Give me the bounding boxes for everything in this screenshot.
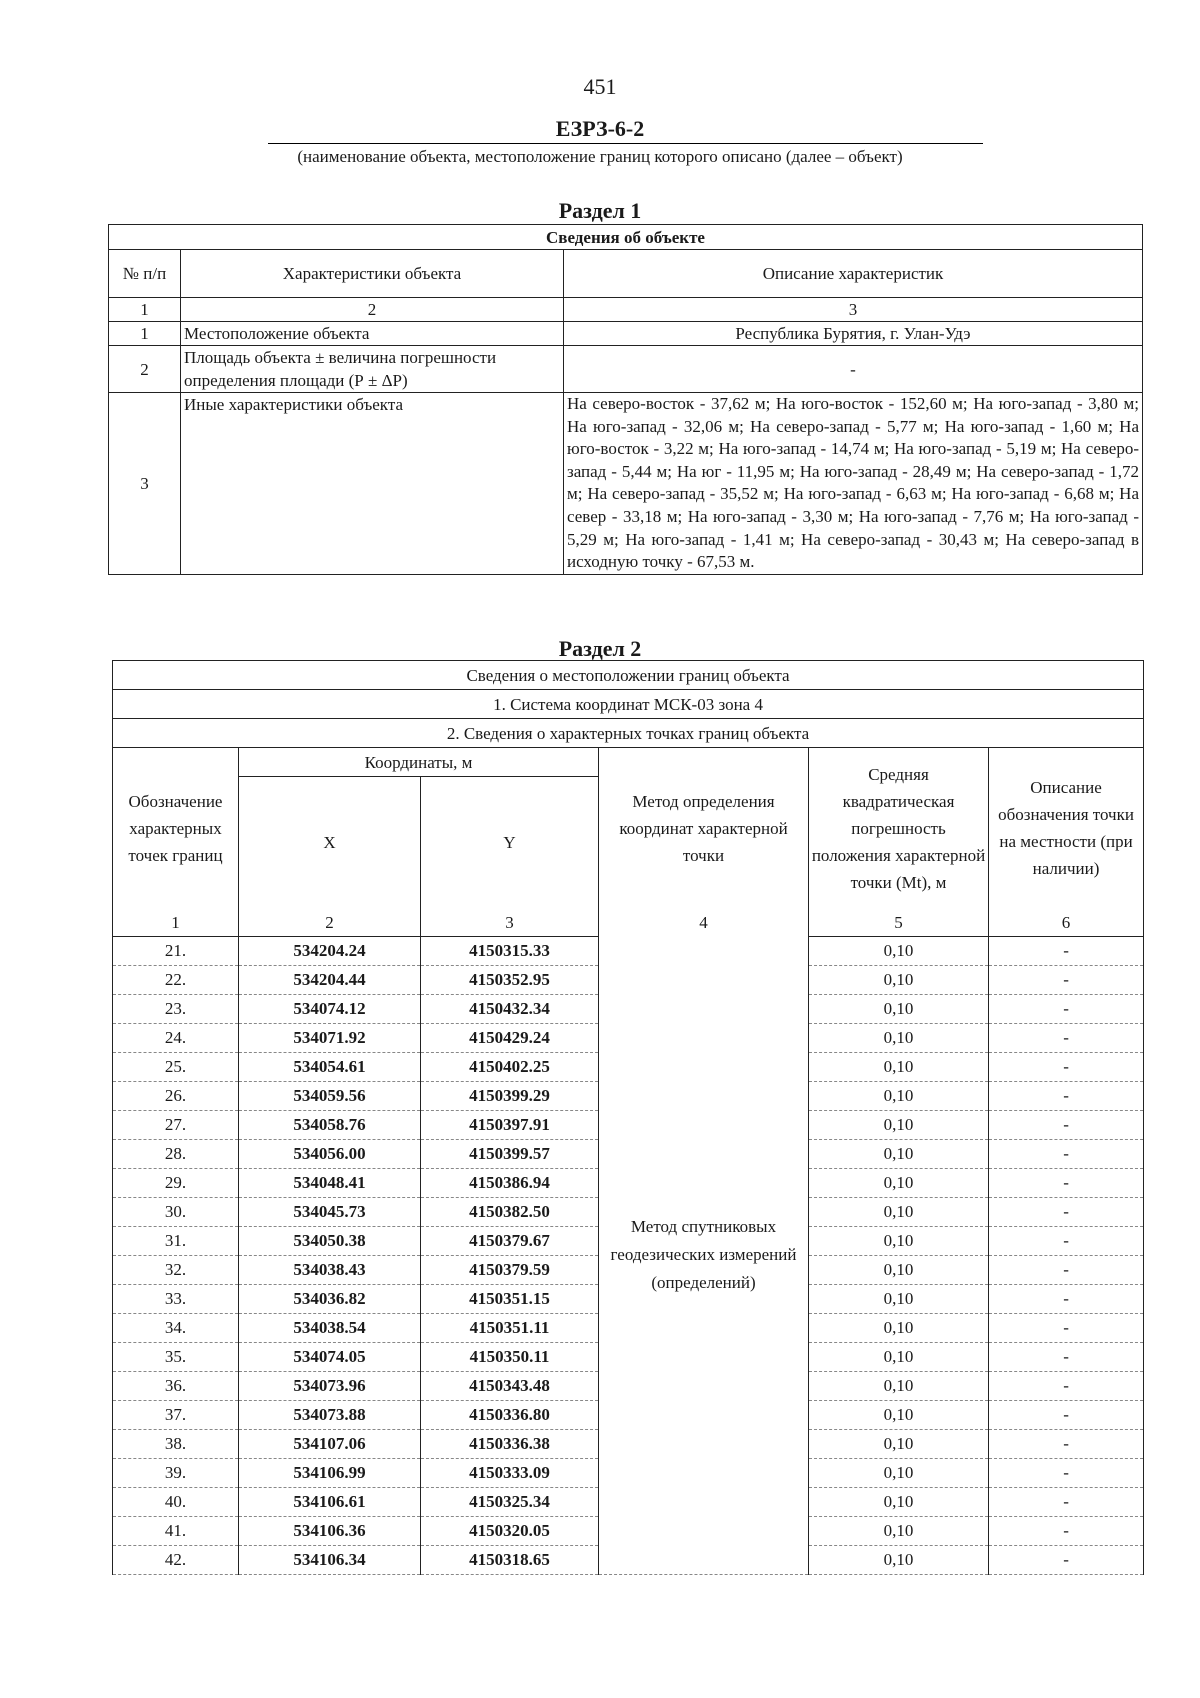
point-accuracy: 0,10 [809, 1169, 989, 1198]
method-cell: Метод спутниковых геодезических измерений (определений) [599, 937, 809, 1575]
point-description: - [989, 1430, 1144, 1459]
point-description: - [989, 1111, 1144, 1140]
point-accuracy: 0,10 [809, 1198, 989, 1227]
point-x: 534074.05 [239, 1343, 421, 1372]
point-description: - [989, 1082, 1144, 1111]
boundary-points-table [112, 660, 1144, 1575]
point-description: - [989, 1459, 1144, 1488]
point-y: 4150386.94 [421, 1169, 599, 1198]
point-y: 4150379.59 [421, 1256, 599, 1285]
point-x: 534038.54 [239, 1314, 421, 1343]
point-y: 4150333.09 [421, 1459, 599, 1488]
point-description: - [989, 1517, 1144, 1546]
point-y: 4150382.50 [421, 1198, 599, 1227]
row-name: Площадь объекта ± величина погрешности определения площади (Р ± ΔР) [181, 346, 564, 393]
row-number: 1 [109, 322, 181, 346]
object-info-table [108, 224, 1143, 575]
point-x: 534059.56 [239, 1082, 421, 1111]
point-y: 4150343.48 [421, 1372, 599, 1401]
point-x: 534073.96 [239, 1372, 421, 1401]
point-y: 4150351.11 [421, 1314, 599, 1343]
point-y: 4150336.38 [421, 1430, 599, 1459]
header-accuracy: Средняя квадратическая погрешность положения характерной точки (Mt), м [809, 748, 989, 909]
table-header-line: 1. Система координат МСК-03 зона 4 [113, 690, 1144, 719]
point-description: - [989, 1401, 1144, 1430]
col-number: 3 [564, 298, 1143, 322]
point-y: 4150336.80 [421, 1401, 599, 1430]
point-id: 22. [113, 966, 239, 995]
point-x: 534073.88 [239, 1401, 421, 1430]
point-description: - [989, 1343, 1144, 1372]
point-description: - [989, 1053, 1144, 1082]
row-number: 3 [109, 393, 181, 575]
point-description: - [989, 995, 1144, 1024]
point-accuracy: 0,10 [809, 1053, 989, 1082]
point-id: 29. [113, 1169, 239, 1198]
point-description: - [989, 1256, 1144, 1285]
col-number: 2 [181, 298, 564, 322]
point-y: 4150432.34 [421, 995, 599, 1024]
point-x: 534106.36 [239, 1517, 421, 1546]
point-id: 38. [113, 1430, 239, 1459]
point-id: 42. [113, 1546, 239, 1575]
table-header-line: Сведения о местоположении границ объекта [113, 661, 1144, 690]
col-number: 1 [113, 909, 239, 937]
point-y: 4150429.24 [421, 1024, 599, 1053]
header-description: Описание характеристик [564, 250, 1143, 298]
point-id: 40. [113, 1488, 239, 1517]
header-x: X [239, 777, 421, 909]
col-number: 6 [989, 909, 1144, 937]
point-accuracy: 0,10 [809, 1430, 989, 1459]
point-x: 534054.61 [239, 1053, 421, 1082]
point-id: 37. [113, 1401, 239, 1430]
point-y: 4150351.15 [421, 1285, 599, 1314]
point-id: 28. [113, 1140, 239, 1169]
point-x: 534048.41 [239, 1169, 421, 1198]
row-name: Иные характеристики объекта [181, 393, 564, 575]
row-name: Местоположение объекта [181, 322, 564, 346]
point-description: - [989, 966, 1144, 995]
point-x: 534045.73 [239, 1198, 421, 1227]
point-id: 41. [113, 1517, 239, 1546]
header-coordinates: Координаты, м [239, 748, 599, 777]
point-accuracy: 0,10 [809, 995, 989, 1024]
row-value: - [564, 346, 1143, 393]
point-id: 31. [113, 1227, 239, 1256]
point-accuracy: 0,10 [809, 937, 989, 966]
row-number: 2 [109, 346, 181, 393]
point-id: 33. [113, 1285, 239, 1314]
col-number: 4 [599, 909, 809, 937]
points-table-body [113, 937, 1144, 1575]
section-2-title: Раздел 2 [558, 636, 642, 661]
header-description: Описание обозначения точки на местности (при наличии) [989, 748, 1144, 909]
point-description: - [989, 1285, 1144, 1314]
col-number: 5 [809, 909, 989, 937]
col-number: 2 [239, 909, 421, 937]
object-name-underline [268, 143, 983, 144]
point-id: 34. [113, 1314, 239, 1343]
col-number: 3 [421, 909, 599, 937]
page-number: 451 [583, 74, 617, 99]
header-y: Y [421, 777, 599, 909]
point-id: 36. [113, 1372, 239, 1401]
point-x: 534038.43 [239, 1256, 421, 1285]
point-id: 39. [113, 1459, 239, 1488]
point-id: 23. [113, 995, 239, 1024]
col-number: 1 [109, 298, 181, 322]
object-info-table-title: Сведения об объекте [109, 225, 1143, 250]
point-accuracy: 0,10 [809, 1314, 989, 1343]
point-accuracy: 0,10 [809, 1459, 989, 1488]
point-description: - [989, 1140, 1144, 1169]
header-number: № п/п [109, 250, 181, 298]
point-accuracy: 0,10 [809, 1343, 989, 1372]
point-y: 4150320.05 [421, 1517, 599, 1546]
point-id: 24. [113, 1024, 239, 1053]
point-description: - [989, 1169, 1144, 1198]
header-point-id: Обозначение характерных точек границ [113, 748, 239, 909]
point-description: - [989, 937, 1144, 966]
point-id: 26. [113, 1082, 239, 1111]
table-row [109, 393, 1143, 575]
point-accuracy: 0,10 [809, 1372, 989, 1401]
point-accuracy: 0,10 [809, 1285, 989, 1314]
point-y: 4150402.25 [421, 1053, 599, 1082]
point-x: 534204.44 [239, 966, 421, 995]
point-accuracy: 0,10 [809, 966, 989, 995]
point-x: 534074.12 [239, 995, 421, 1024]
table-header-line: 2. Сведения о характерных точках границ объекта [113, 719, 1144, 748]
point-id: 32. [113, 1256, 239, 1285]
table-row [109, 346, 1143, 393]
header-method: Метод определения координат характерной точки [599, 748, 809, 909]
point-x: 534204.24 [239, 937, 421, 966]
header-characteristics: Характеристики объекта [181, 250, 564, 298]
point-x: 534056.00 [239, 1140, 421, 1169]
row-value: Республика Бурятия, г. Улан-Удэ [564, 322, 1143, 346]
point-y: 4150352.95 [421, 966, 599, 995]
point-accuracy: 0,10 [809, 1517, 989, 1546]
row-value: На северо-восток - 37,62 м; На юго-восток - 152,60 м; На юго-запад - 3,80 м; На юго-запад - 32,06 м; На северо-запад - 5,77 м; На юго-запад - 1,60 м; На юго-восток - 3,22 м; На юго-запад - 14,74 м; На юго-запад - 5,19 м; На северо-запад - 5,44 м; На юг - 11,95 м; На юго-запад - 28,49 м; На северо-запад - 1,72 м; На северо-запад - 35,52 м; На юго-запад - 6,63 м; На юго-запад - 6,68 м; На север - 33,18 м; На юго-запад - 3,30 м; На юго-запад - 7,76 м; На юго-запад - 5,29 м; На юго-запад - 1,41 м; На северо-запад - 30,43 м; На северо-запад в исходную точку - 67,53 м. [564, 393, 1143, 575]
point-y: 4150399.29 [421, 1082, 599, 1111]
point-x: 534106.99 [239, 1459, 421, 1488]
point-y: 4150315.33 [421, 937, 599, 966]
point-y: 4150397.91 [421, 1111, 599, 1140]
point-y: 4150350.11 [421, 1343, 599, 1372]
point-x: 534107.06 [239, 1430, 421, 1459]
section-1-title: Раздел 1 [558, 198, 642, 223]
point-x: 534106.61 [239, 1488, 421, 1517]
point-description: - [989, 1488, 1144, 1517]
point-id: 30. [113, 1198, 239, 1227]
table-row [109, 322, 1143, 346]
table-row [113, 937, 1144, 966]
point-id: 21. [113, 937, 239, 966]
point-description: - [989, 1372, 1144, 1401]
point-x: 534050.38 [239, 1227, 421, 1256]
point-x: 534036.82 [239, 1285, 421, 1314]
point-accuracy: 0,10 [809, 1024, 989, 1053]
point-description: - [989, 1024, 1144, 1053]
point-accuracy: 0,10 [809, 1227, 989, 1256]
point-y: 4150379.67 [421, 1227, 599, 1256]
point-accuracy: 0,10 [809, 1111, 989, 1140]
point-accuracy: 0,10 [809, 1401, 989, 1430]
point-x: 534106.34 [239, 1546, 421, 1575]
point-description: - [989, 1198, 1144, 1227]
point-y: 4150325.34 [421, 1488, 599, 1517]
point-description: - [989, 1227, 1144, 1256]
point-description: - [989, 1314, 1144, 1343]
point-y: 4150318.65 [421, 1546, 599, 1575]
point-y: 4150399.57 [421, 1140, 599, 1169]
point-id: 25. [113, 1053, 239, 1082]
point-accuracy: 0,10 [809, 1488, 989, 1517]
point-id: 35. [113, 1343, 239, 1372]
point-accuracy: 0,10 [809, 1082, 989, 1111]
point-accuracy: 0,10 [809, 1546, 989, 1575]
point-x: 534071.92 [239, 1024, 421, 1053]
point-description: - [989, 1546, 1144, 1575]
object-name: ЕЗРЗ-6-2 [555, 116, 645, 141]
object-name-caption: (наименование объекта, местоположение границ которого описано (далее – объект) [297, 147, 903, 166]
point-accuracy: 0,10 [809, 1140, 989, 1169]
point-x: 534058.76 [239, 1111, 421, 1140]
point-accuracy: 0,10 [809, 1256, 989, 1285]
point-id: 27. [113, 1111, 239, 1140]
